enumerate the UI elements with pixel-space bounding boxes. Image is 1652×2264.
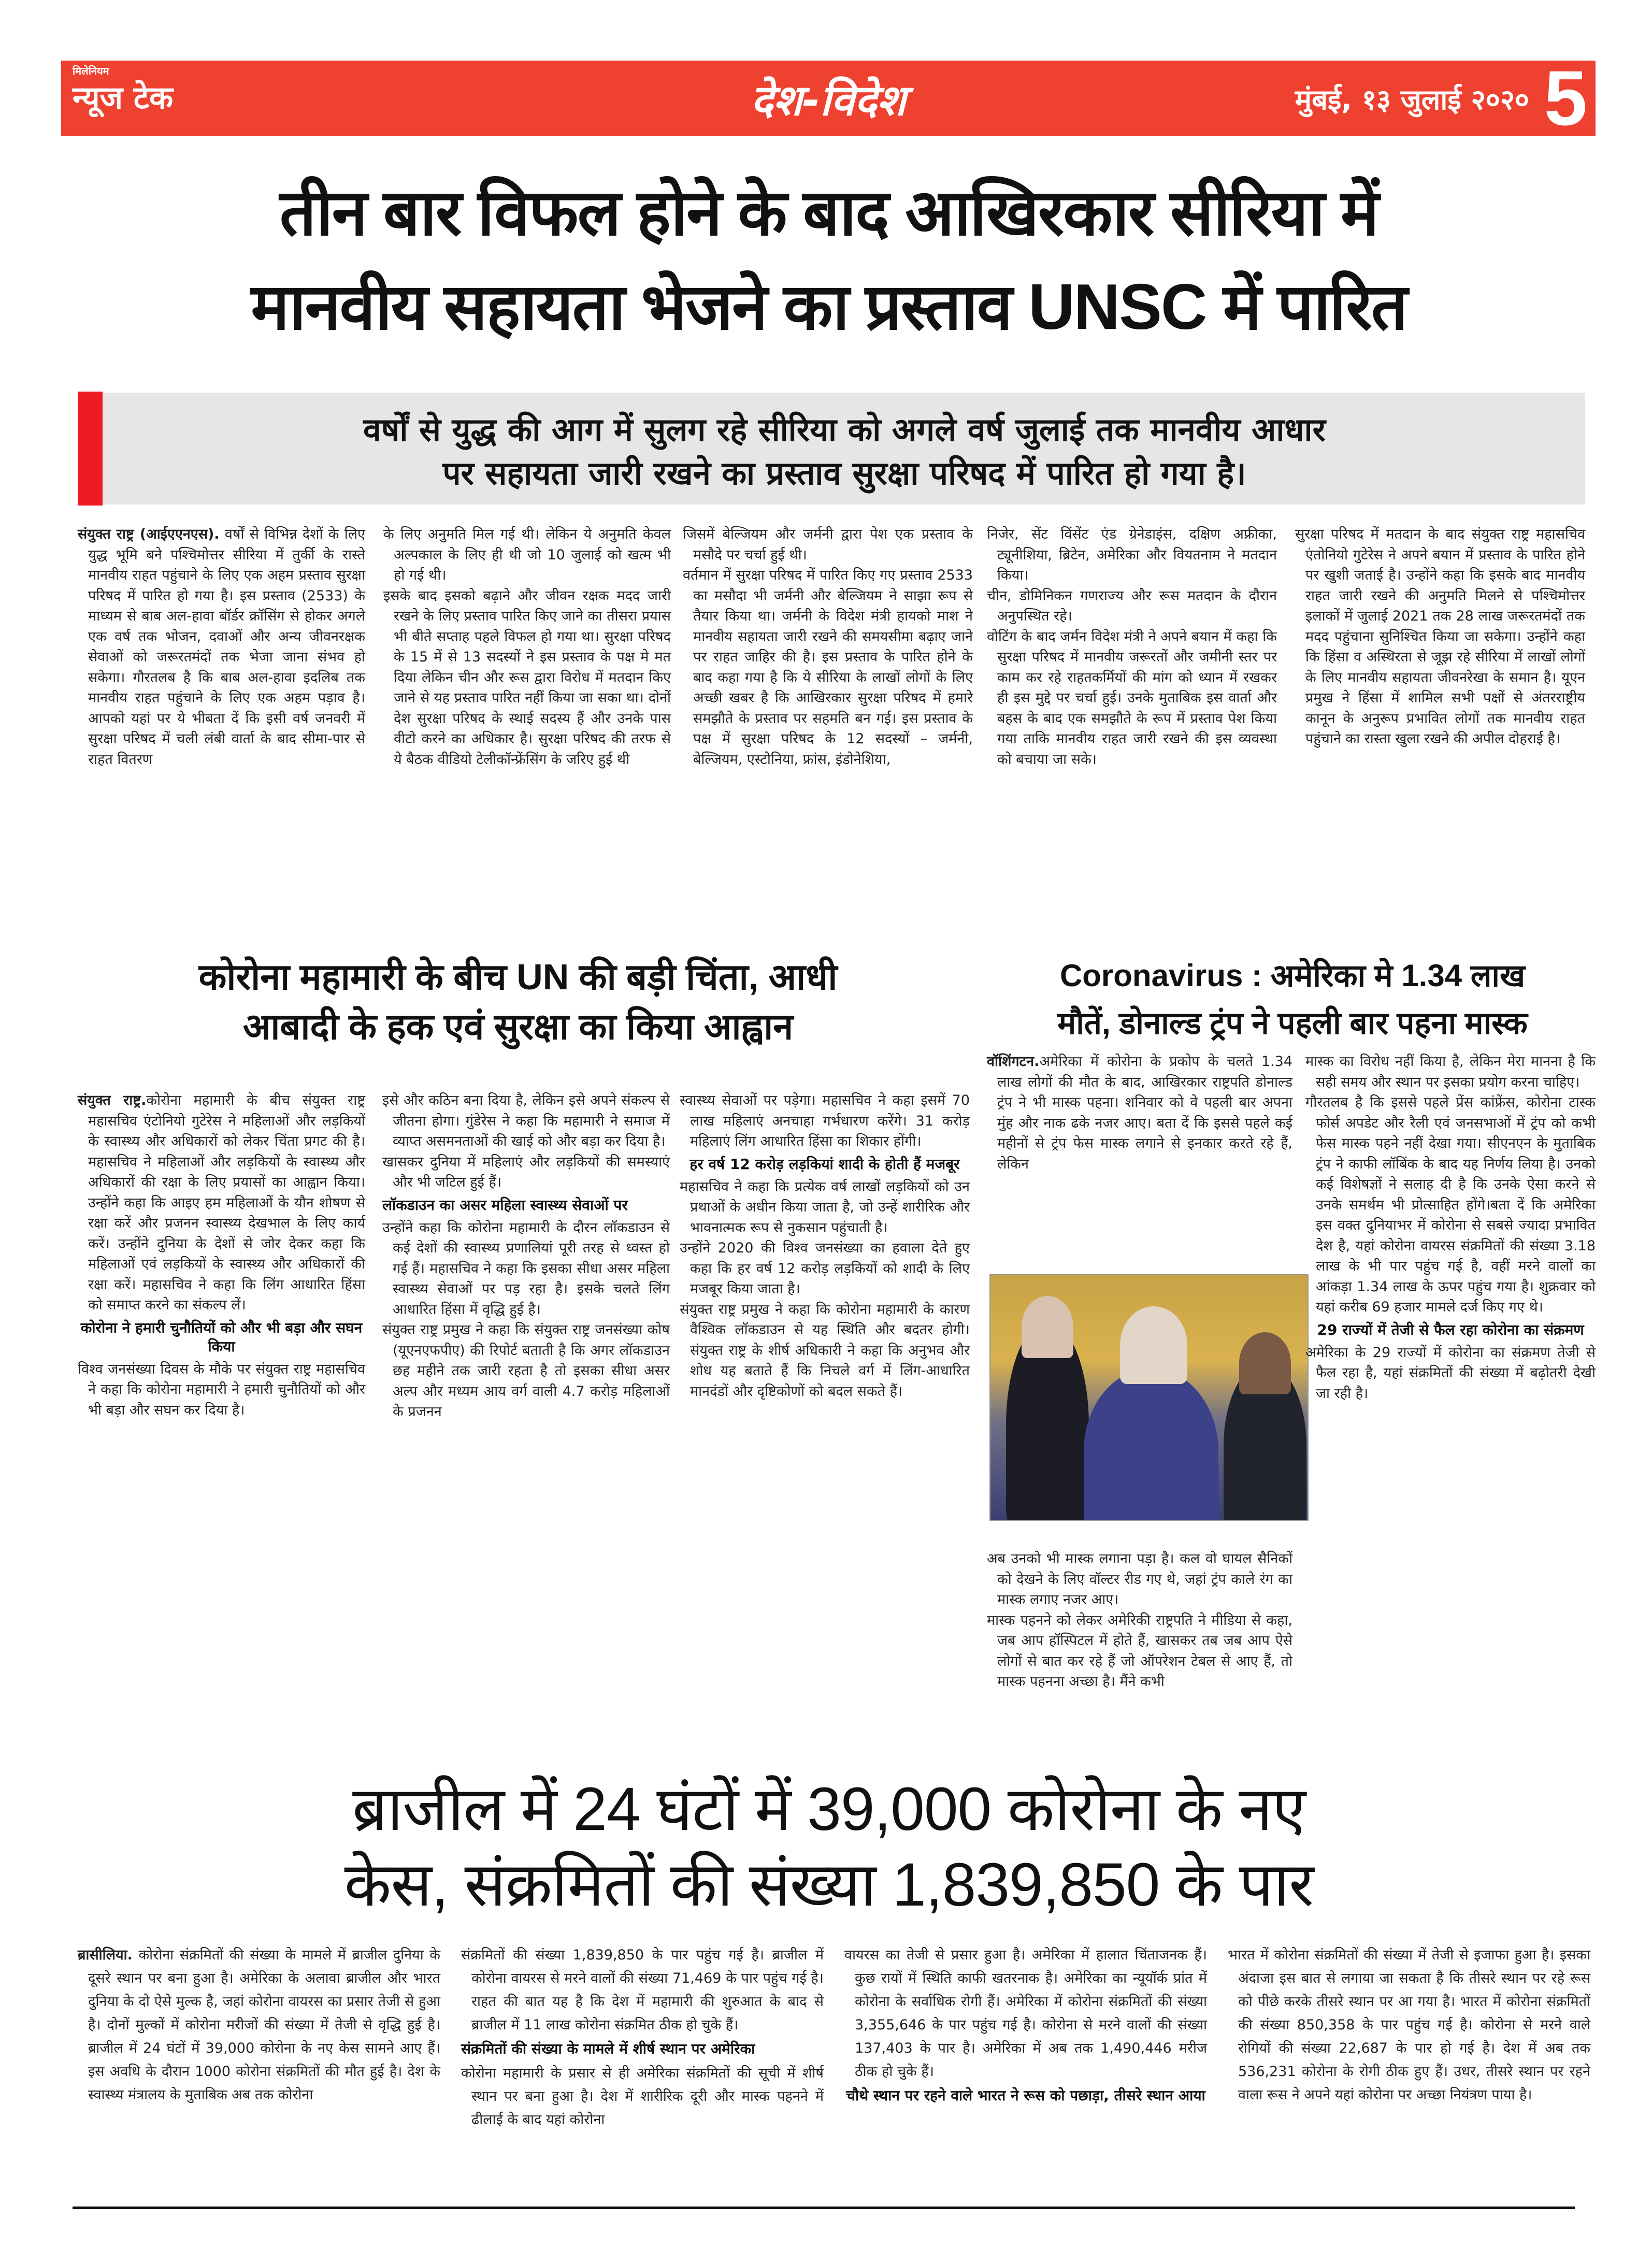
story2-headline-line2: आबादी के हक एवं सुरक्षा का किया आह्वान	[242, 1006, 794, 1047]
story4-column-2	[461, 1943, 824, 2131]
story3-subhead-1: 29 राज्यों में तेजी से फैल रहा कोरोना का संक्रमण	[1317, 1321, 1584, 1338]
story2-col2-p2: खासकर दुनिया में महिलाएं और लड़कियों की समस्याएं और भी जटिल हुई हैं।	[382, 1153, 670, 1190]
deck-accent-bar	[78, 392, 103, 506]
bottom-rule	[73, 2207, 1575, 2209]
story1-deck-text	[135, 408, 1554, 495]
story4-subhead-1: संक्रमितों की संख्या के मामले में शीर्ष स्थान पर अमेरिका	[461, 2040, 755, 2057]
story2-headline-line1: कोरोना महामारी के बीच UN की बड़ी चिंता, आधी	[198, 957, 838, 997]
story2-column-1	[78, 1090, 365, 1420]
story3-col1-p1: अमेरिका में कोरोना के प्रकोप के चलते 1.34 लाख लोगों की मौत के बाद, आखिरकार राष्ट्रपति डोनाल्ड ट्रंप ने भी मास्क पहना। शनिवार को वे पहली बार अपना मुंह और नाक ढके नजर आए। बता दें कि इससे पहले कई महीनों से ट्रंप फेस मास्क लगाने से इनकार करते रहे हैं, लेकिन	[997, 1054, 1292, 1172]
photo-head-right	[1239, 1332, 1291, 1394]
story1-col3-p1: जिसमें बेल्जियम और जर्मनी द्वारा पेश एक प्रस्ताव के मसौदे पर चर्चा हुई थी।	[683, 526, 973, 563]
story1-deck	[78, 393, 1585, 504]
story4-col4-text: भारत में कोरोना संक्रमितों की संख्या में तेजी से इजाफा हुआ है। इसका अंदाजा इस बात से लगाया जा सकता है कि तीसरे स्थान पर रहे रूस को पीछे करके तीसरे स्थान पर आ गया है। भारत में कोरोना संक्रमितों की संख्या 850,358 के पार पहुंच गई है। कोरोना से मरने वाले रोगियों की संख्या 22,687 के पार हो गई है। देश में अब तक 536,231 कोरोना के रोगी ठीक हुए हैं। उधर, तीसरे स्थान पर रहने वाला रूस ने अपने यहां कोरोना पर अच्छा नियंत्रण पाया है।	[1228, 1947, 1590, 2103]
deck-line2: पर सहायता जारी रखने का प्रस्ताव सुरक्षा परिषद में पारित हो गया है।	[442, 454, 1246, 492]
story1-column-2	[383, 524, 671, 770]
story4-dateline: ब्रासीलिया.	[78, 1947, 133, 1963]
story3-headline	[987, 952, 1598, 1047]
story4-headline-line2: केस, संक्रमितों की संख्या 1,839,850 के पार	[344, 1851, 1314, 1919]
story4-column-1	[78, 1943, 440, 2107]
story2-col1-p1: कोरोना महामारी के बीच संयुक्त राष्ट्र महासचिव एंटोनियो गुटेरेस ने महिलाओं और लड़कियों के स्वास्थ्य और अधिकारों को लेकर चिंता प्रगट की है। महासचिव ने महिलाओं और लड़कियों के स्वास्थ्य और अधिकारों की रक्षा के लिए प्रयासों का आह्वान किया। उन्होंने कहा कि आइए हम महिलाओं के यौन शोषण से रक्षा करें और प्रजनन स्वास्थ्य देखभाल के लिए कार्य करें। उन्होंने दुनिया के देशों से जोर देकर कहा कि महिलाओं एवं लड़कियों के स्वास्थ्य और अधिकारों की रक्षा करें। महासचिव ने कहा कि लिंग आधारित हिंसा को समाप्त करने का संकल्प लें।	[88, 1092, 365, 1313]
story2-col3-p3: उन्होंने 2020 की विश्व जनसंख्या का हवाला देते हुए कहा कि हर वर्ष 12 करोड़ लड़कियों को शादी के लिए मजबूर किया जाता है।	[680, 1240, 970, 1297]
brand-tagline: मिलेनियम	[73, 65, 109, 77]
story3-headline-line1: Coronavirus : अमेरिका मे 1.34 लाख	[1059, 958, 1526, 993]
story2-col2-p4: संयुक्त राष्ट्र प्रमुख ने कहा कि संयुक्त राष्ट्र जनसंख्या कोष (यूएनएफपीए) की रिपोर्ट बताती है कि अगर लॉकडाउन छह महीने तक जारी रहता है तो इसका सीधा असर अल्प और मध्यम आय वर्ग वाली 4.7 करोड़ महिलाओं के प्रजनन	[382, 1322, 670, 1420]
story2-column-2	[382, 1090, 670, 1422]
story3-col2-p2: गौरतलब है कि इससे पहले प्रेंस कांफ्रेंस, कोरोना टास्क फोर्स अपडेट और रैली एवं जनसभाओं में ट्रंप को कभी फेस मास्क पहने नहीं देखा गया। सीएनएन के मुताबिक ट्रंप ने काफी लॉबिंक के बाद यह निर्णय लिया है। उनको कई विशेषज्ञों ने सलाह दी है कि उनके ऐसा करने से उनके समर्थम भी प्रोत्साहित होंगे।बता दें कि अमेरिका इस वक्त दुनियाभर में कोरोना से सबसे ज्यादा प्रभावित देश है, यहां कोरोना वायरस संक्रमितों की संख्या 3.18 लाख के भी पार पहुंच गई है, वहीं मरने वालों का आंकड़ा 1.34 लाख के ऊपर पहुंच गया है। शुक्रवार को यहां करीब 69 हजार मामले दर्ज किए गए थे।	[1305, 1094, 1596, 1315]
story1-col5-text: सुरक्षा परिषद में मतदान के बाद संयुक्त राष्ट्र महासचिव एंतोनियो गुटेरेस ने अपने बयान में प्रस्ताव के पारित होने पर खुशी जताई है। उन्होंने कहा कि इसके बाद मानवीय राहत जारी रखने की अनुमति मिलने से पश्चिमोत्तर इलाकों में जुलाई 2021 तक 28 लाख जरूरतमंदों तक मदद पहुंचाना सुनिश्चित किया जा सकेगा। उन्होंने कहा कि हिंसा व अस्थिरता से जूझ रहे सीरिया में लाखों लोगों के लिए मानवीय सहायता जीवनरेखा के समान है। यूएन प्रमुख ने हिंसा में शामिल सभी पक्षों से अंतरराष्ट्रीय कानून के अनुरूप प्रभावित लोगों तक मानवीय राहत पहुंचाने का रास्ता खुला रखने की अपील दोहराई है।	[1295, 526, 1585, 747]
story3-col1-p3: मास्क पहनने को लेकर अमेरिकी राष्ट्रपति ने मीडिया से कहा, जब आप हॉस्पिटल में होते हैं, खासकर तब जब आप ऐसे लोगों से बात कर रहे हैं जो ऑपरेशन टेबल से आए हैं, तो मास्क पहनना अच्छा है। मैंने कभी	[987, 1612, 1292, 1690]
story4-col2-p2: कोरोना महामारी के प्रसार से ही अमेरिका संक्रमितों की सूची में शीर्ष स्थान पर बना हुआ है। देश में शारीरिक दूरी और मास्क पहनने में ढीलाई के बाद यहां कोरोना	[461, 2065, 824, 2128]
story4-col3-p1: वायरस का तेजी से प्रसार हुआ है। अमेरिका में हालात चिंताजनक हैं। कुछ रायों में स्थिति काफी खतरनाक है। अमेरिका का न्यूयॉर्क प्रांत में कोरोना के सर्वाधिक रोगी हैं। अमेरिका में कोरोना संक्रमितों की संख्या 3,355,646 के पार पहुंच गई है। कोरोना से मरने वालों की संख्या 137,403 के पार है। अमेरिका में अब तक 1,490,446 मरीज ठीक हो चुके हैं।	[844, 1947, 1207, 2080]
page-number: 5	[1544, 54, 1587, 141]
story4-subhead-2: चौथे स्थान पर रहने वाले भारत ने रूस को पछाड़ा, तीसरे स्थान आया	[846, 2087, 1205, 2104]
story3-column-2	[1305, 1051, 1596, 1404]
story1-col4-p3: वोटिंग के बाद जर्मन विदेश मंत्री ने अपने बयान में कहा कि सुरक्षा परिषद में मानवीय जरूरतों और जमीनी स्तर पर काम कर रहे राहतकर्मियों की मांग को ध्यान में रखकर ही इस मुद्दे पर चर्चा हुई। उनके मुताबिक इस वार्ता और बहस के बाद एक समझौते के रूप में प्रस्ताव पेश किया गया ताकि मानवीय राहत जारी रखने की इस व्यवस्था को बचाया जा सके।	[987, 628, 1277, 768]
story3-column-1-bottom	[987, 1549, 1292, 1692]
story2-col1-p2: विश्व जनसंख्या दिवस के मौके पर संयुक्त राष्ट्र महासचिव ने कहा कि कोरोना महामारी ने हमारी चुनौतियों को और भी बड़ा और सघन कर दिया है।	[78, 1361, 365, 1418]
story4-headline	[62, 1771, 1596, 1923]
dateline: मुंबई, १३ जुलाई २०२०	[1295, 83, 1529, 116]
story1-col3-p2: वर्तमान में सुरक्षा परिषद में पारित किए गए प्रस्ताव 2533 का मसौदा भी जर्मनी और बेल्जियम ने साझा रूप से तैयार किया था। जर्मनी के विदेश मंत्री हायको माश ने मानवीय सहायता जारी रखने की समयसीमा बढ़ाए जाने पर राहत जाहिर की है। इस प्रस्ताव के पारित होने के बाद कहा गया है कि ये सीरिया के लाखों लोगों के लिए अच्छी खबर है कि आखिरकार सुरक्षा परिषद में हमारे समझौते के प्रस्ताव पर सहमति बन गई। इस प्रस्ताव के पक्ष में सुरक्षा परिषद के 12 सदस्यों – जर्मनी, बेल्जियम, एस्टोनिया, फ्रांस, इंडोनेशिया,	[683, 567, 973, 768]
photo-head-left	[1022, 1296, 1073, 1358]
story1-col2-p1: के लिए अनुमति मिल गई थी। लेकिन ये अनुमति केवल अल्पकाल के लिए ही थी जो 10 जुलाई को खत्म भी हो गई थी।	[383, 526, 671, 583]
story1-column-4	[987, 524, 1277, 770]
story3-column-1-top	[987, 1051, 1292, 1174]
story2-column-3	[680, 1090, 970, 1402]
story4-column-3	[844, 1943, 1207, 2108]
story2-dateline: संयुक्त राष्ट्र.	[78, 1092, 147, 1108]
story1-col2-p2: इसके बाद इसको बढ़ाने और जीवन रक्षक मदद जारी रखने के लिए प्रस्ताव पारित किए जाने का तीसरा प्रयास भी बीते सप्ताह पहले विफल हो गया था। सुरक्षा परिषद के 15 में से 13 सदस्यों ने इस प्रस्ताव के पक्ष मे मत दिया लेकिन चीन और रूस द्वारा विरोध में मतदान किए जाने से यह प्रस्ताव पारित नहीं किया जा सका था। दोनों देश सुरक्षा परिषद के स्थाई सदस्य हैं और उनके पास वीटो करने का अधिकार है। सुरक्षा परिषद की तरफ से ये बैठक वीडियो टेलीकॉन्फ्रेंसिंग के जरिए हुई थी	[383, 587, 671, 768]
story1-headline-line2: मानवीय सहायता भेजने का प्रस्ताव UNSC में पारित	[251, 271, 1407, 343]
story1-column-5	[1295, 524, 1585, 749]
story2-subhead-2: लॉकडाउन का असर महिला स्वास्थ्य सेवाओं पर	[382, 1196, 628, 1214]
story1-column-1	[78, 524, 365, 770]
story2-col3-p1: स्वास्थ्य सेवाओं पर पड़ेगा। महासचिव ने कहा इसमें 70 लाख महिलाएं अनचाहा गर्भधारण करेंगे। 31 करोड़ महिलाएं लिंग आधारित हिंसा का शिकार होंगी।	[680, 1092, 970, 1149]
story1-headline	[73, 166, 1585, 354]
story3-dateline: वॉशिंगटन.	[987, 1054, 1040, 1070]
masthead	[61, 54, 1596, 141]
story2-col3-p4: संयुक्त राष्ट्र प्रमुख ने कहा कि कोरोना महामारी के कारण वैश्विक लॉकडाउन से यह स्थिति और बदतर होगी। संयुक्त राष्ट्र के शीर्ष अधिकारी ने कहा कि अनुभव और शोध यह बताते हैं कि निचले वर्ग में लिंग-आधारित मानदंडों और दृष्टिकोणों को बदल सकते हैं।	[680, 1301, 970, 1400]
story2-headline	[62, 952, 974, 1051]
section-title: देश-विदेश	[751, 76, 906, 125]
story1-headline-line1: तीन बार विफल होने के बाद आखिरकार सीरिया में	[279, 177, 1378, 249]
story4-headline-line1: ब्राजील में 24 घंटों में 39,000 कोरोना के नए	[352, 1775, 1305, 1843]
story2-subhead-1: कोरोना ने हमारी चुनौतियों को और भी बड़ा और सघन किया	[80, 1319, 363, 1355]
story1-col4-p1: निजेर, सेंट विंसेंट एंड ग्रेनेडाइंस, दक्षिण अफ्रीका, ट्यूनीशिया, ब्रिटेन, अमेरिका और वियतनाम ने मतदान किया।	[987, 526, 1277, 583]
story2-subhead-3: हर वर्ष 12 करोड़ लड़कियां शादी के होती हैं मजबूर	[689, 1155, 960, 1173]
story1-dateline: संयुक्त राष्ट्र (आईएएनएस).	[78, 526, 220, 542]
story2-col3-p2: महासचिव ने कहा कि प्रत्येक वर्ष लाखों लड़कियों को उन प्रथाओं के अधीन किया जाता है, जो उन्हें शारीरिक और भावनात्मक रूप से नुकसान पहुंचाती है।	[680, 1178, 970, 1236]
story1-column-3	[683, 524, 973, 770]
story3-col2-p3: अमेरिका के 29 राज्यों में कोरोना का संक्रमण तेजी से फैल रहा है, यहां संक्रमितों की संख्या में बढ़ोतरी देखी जा रही है।	[1305, 1344, 1596, 1402]
story4-column-4	[1228, 1943, 1590, 2107]
photo-head-center	[1120, 1306, 1187, 1384]
story2-col2-p3: उन्होंने कहा कि कोरोना महामारी के दौरन लॉकडाउन से कई देशों की स्वास्थ्य प्रणालियां पूरी तरह से ध्वस्त हो गई हैं। महासचिव ने कहा कि इसका सीधा असर महिला स्वास्थ्य सेवाओं पर पड़ रहा है। इसके चलते लिंग आधारित हिंसा में वृद्धि हुई है।	[382, 1219, 670, 1318]
trump-mask-photo	[989, 1274, 1309, 1521]
photo-figure-center	[1084, 1368, 1218, 1521]
story1-col1-text: वर्षों से विभिन्न देशों के लिए युद्ध भूमि बने पश्चिमोत्तर सीरिया में तुर्की के रास्ते मानवीय राहत पहुंचाने के लिए एक अहम प्रस्ताव सुरक्षा परिषद में पारित हो गया है। इस प्रस्ताव (2533) के माध्यम से बाब अल-हावा बॉर्डर क्रॉसिंग से होकर अगले एक वर्ष तक भोजन, दवाओं और अन्य जीवनरक्षक सेवाओं को जरूरतमंदों तक भेजा जाना संभव हो सकेगा। गौरतलब है कि बाब अल-हावा इदलिब तक मानवीय राहत पहुंचाने के लिए एक अहम पड़ाव है। आपको यहां पर ये भीबता दें कि इसी वर्ष जनवरी में सुरक्षा परिषद में चली लंबी वार्ता के बाद सीमा-पार से राहत वितरण	[88, 526, 365, 768]
story3-col1-p2: अब उनको भी मास्क लगाना पड़ा है। कल वो घायल सैनिकों को देखने के लिए वॉल्टर रीड गए थे, जहां ट्रंप काले रंग का मास्क लगाए नजर आए।	[987, 1551, 1292, 1608]
story2-col2-p1: इसे और कठिन बना दिया है, लेकिन इसे अपने संकल्प से जीतना होगा। गुंडेरेस ने कहा कि महामारी ने समाज में व्याप्त असमनताओं की खाई को और बड़ा कर दिया है।	[382, 1092, 670, 1149]
story3-col2-p1: मास्क का विरोध नहीं किया है, लेकिन मेरा मानना है कि सही समय और स्थान पर इसका प्रयोग करना चाहिए।	[1305, 1054, 1596, 1090]
story3-headline-line2: मौतें, डोनाल्ड ट्रंप ने पहली बार पहना मास्क	[1057, 1006, 1528, 1041]
story1-col4-p2: चीन, डोमिनिकन गणराज्य और रूस मतदान के दौरान अनुपस्थित रहे।	[987, 587, 1277, 624]
story4-col2-p1: संक्रमितों की संख्या 1,839,850 के पार पहुंच गई है। ब्राजील में कोरोना वायरस से मरने वालों की संख्या 71,469 के पार पहुंच गई है। राहत की बात यह है कि देश में महामारी की शुरुआत के बाद से ब्राजील में 11 लाख कोरोना संक्रमित ठीक हो चुके हैं।	[461, 1947, 824, 2033]
story4-col1-text: कोरोना संक्रमितों की संख्या के मामले में ब्राजील दुनिया के दूसरे स्थान पर बना हुआ है। अमेरिका के अलावा ब्राजील और भारत दुनिया के दो ऐसे मुल्क है, जहां कोरोना वायरस का प्रसार तेजी से हुआ है। दोनों मुल्कों में कोरोना मरीजों की संख्या में तेजी से वृद्धि हुई है। ब्राजील में 24 घंटों में 39,000 कोरोना के नए केस सामने आए हैं। इस अवधि के दौरान 1000 कोरोना संक्रमितों की मौत हुई है। देश के स्वास्थ्य मंत्रालय के मुताबिक अब तक कोरोना	[88, 1947, 440, 2103]
brand-name: न्यूज टेक	[73, 80, 174, 116]
deck-line1: वर्षों से युद्ध की आग में सुलग रहे सीरिया को अगले वर्ष जुलाई तक मानवीय आधार	[363, 411, 1326, 449]
